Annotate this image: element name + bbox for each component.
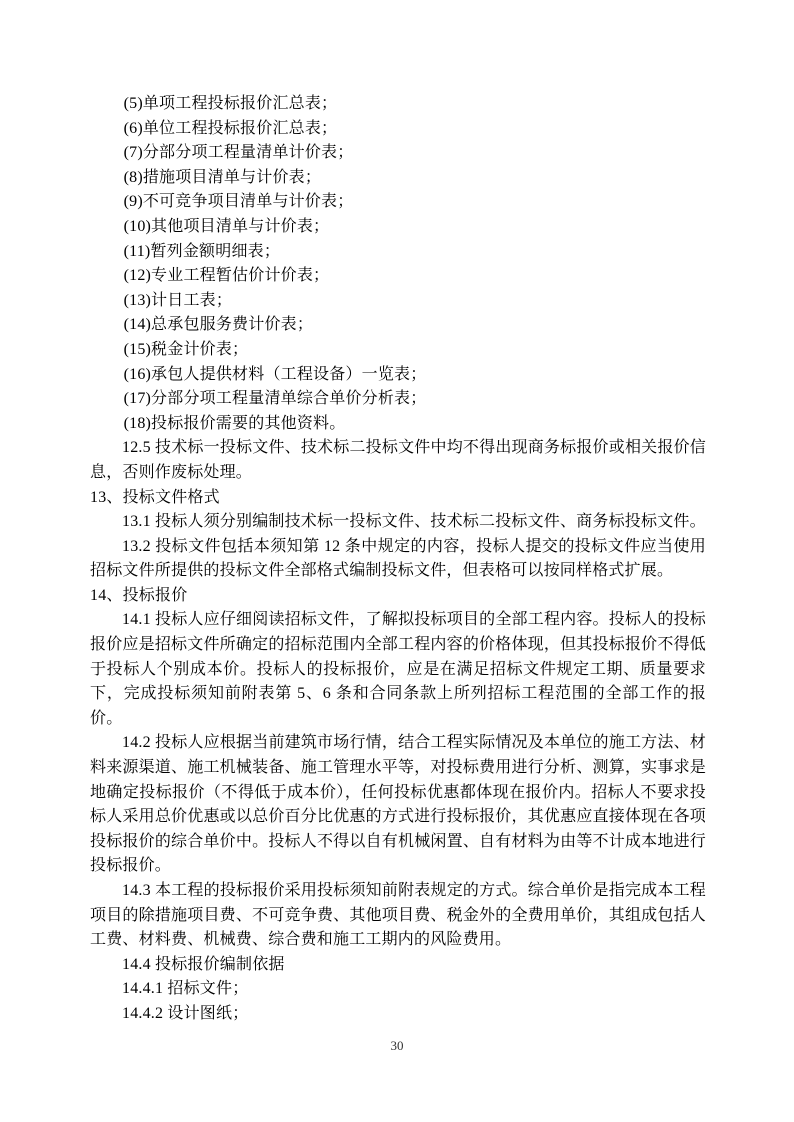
list-item-12: (12)专业工程暂估价计价表； <box>123 267 330 285</box>
list-item-10: (10)其他项目清单与计价表； <box>123 217 330 235</box>
list-item-5: (5)单项工程投标报价汇总表； <box>123 95 338 112</box>
paragraph-14-4-2: 14.4.2 设计图纸； <box>122 1004 249 1022</box>
list-item-13: (13)计日工表； <box>123 291 233 309</box>
paragraph-14-2: 14.2 投标人应根据当前建筑市场行情，结合工程实际情况及本单位的施工方法、材料来源渠道、施工机械装备、施工管理水平等，对投标费用进行分析、测算，实事求是地确定投标报价（不得低于成本价），任何投标优惠都体现在报价内。招标人不要求投标人采用总价优惠或以总价百分比优惠的方式进行投标报价，其优惠应直接体现在各项投标报价的综合单价中。投标人不得以自有机械闲置、自有材料为由等不计成本地进行投标报价。 <box>90 734 706 875</box>
list-item-16: (16)承包人提供材料（工程设备）一览表； <box>123 365 427 383</box>
page-number: 30 <box>390 1038 404 1053</box>
list-item-14: (14)总承包服务费计价表； <box>123 316 314 334</box>
paragraph-12-5: 12.5 技术标一投标文件、技术标二投标文件中均不得出现商务标报价或相关报价信息，否则作废标处理。 <box>90 439 706 481</box>
list-item-15: (15)税金计价表； <box>123 340 249 358</box>
section-heading-13: 13、投标文件格式 <box>90 488 220 506</box>
list-item-6: (6)单位工程投标报价汇总表； <box>123 119 338 137</box>
paragraph-13-2: 13.2 投标文件包括本须知第 12 条中规定的内容，投标人提交的投标文件应当使用招标文件所提供的投标文件全部格式编制投标文件，但表格可以按同样格式扩展。 <box>90 537 706 580</box>
list-item-18: (18)投标报价需要的其他资料。 <box>123 414 346 432</box>
paragraph-14-3: 14.3 本工程的投标报价采用投标须知前附表规定的方式。综合单价是指完成本工程项目的除措施项目费、不可竞争费、其他项目费、税金外的全费用单价，其组成包括人工费、材料费、机械费、综合费和施工工期内的风险费用。 <box>90 882 706 949</box>
paragraph-13-1: 13.1 投标人须分别编制技术标一投标文件、技术标二投标文件、商务标投标文件。 <box>122 513 706 531</box>
list-item-9: (9)不可竞争项目清单与计价表； <box>123 193 354 211</box>
document-content <box>90 92 706 1027</box>
list-item-8: (8)措施项目清单与计价表； <box>123 168 322 186</box>
list-item-7: (7)分部分项工程量清单计价表； <box>123 144 354 162</box>
paragraph-14-4-1: 14.4.1 招标文件； <box>122 980 249 998</box>
section-heading-14: 14、投标报价 <box>90 586 188 604</box>
paragraph-14-1: 14.1 投标人应仔细阅读招标文件，了解拟投标项目的全部工程内容。投标人的投标报价应是招标文件所确定的招标范围内全部工程内容的价格体现，但其投标报价不得低于投标人个别成本价。投标人的投标报价，应是在满足招标文件规定工期、质量要求下，完成投标须知前附表第 5、6 条和合同条款上所列招标工程范围的全部工作的报价。 <box>90 611 706 727</box>
paragraph-14-4: 14.4 投标报价编制依据 <box>122 955 285 973</box>
list-item-17: (17)分部分项工程量清单综合单价分析表； <box>123 390 427 408</box>
list-item-11: (11)暂列金额明细表； <box>123 242 281 260</box>
